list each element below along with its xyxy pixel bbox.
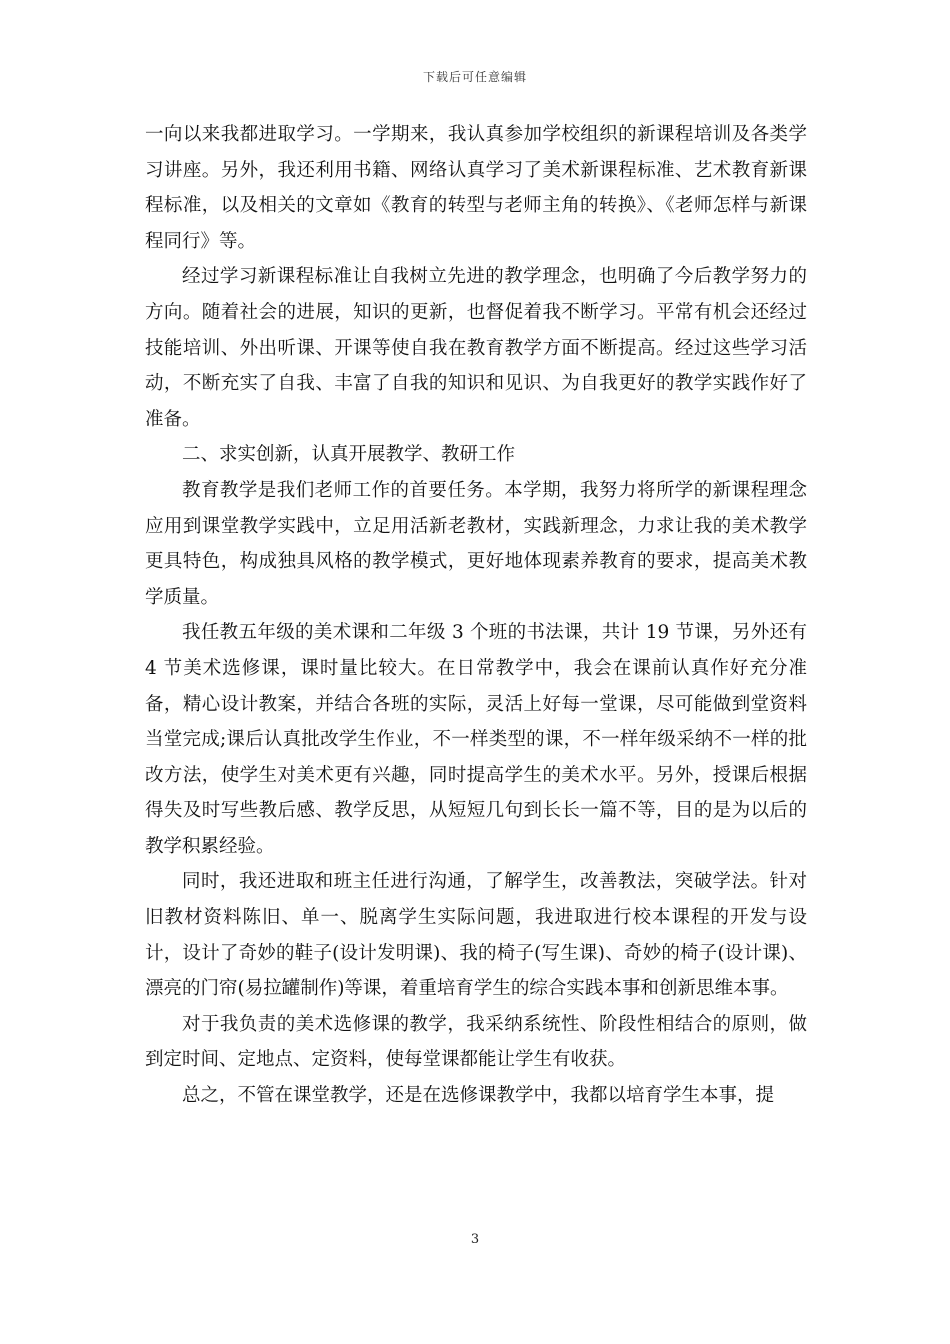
page-header: 下载后可任意编辑 xyxy=(422,70,527,84)
paragraph-6: 对于我负责的美术选修课的教学，我采纳系统性、阶段性相结合的原则，做到定时间、定地点、定资料，使每堂课都能让学生有收获。 xyxy=(145,1013,807,1071)
paragraph-5: 同时，我还进取和班主任进行沟通，了解学生，改善教法，突破学法。针对旧教材资料陈旧、单一、脱离学生实际问题，我进取进行校本课程的开发与设计，设计了奇妙的鞋子(设计发明课)、我的椅子(写生课)、奇妙的椅子(设计课)、漂亮的门帘(易拉罐制作)等课，着重培育学生的综合实践本事和创新思维本事。 xyxy=(145,871,807,1000)
paragraph-7: 总之，不管在课堂教学，还是在选修课教学中，我都以培育学生本事，提 xyxy=(182,1085,775,1107)
document-body xyxy=(145,117,807,1114)
section-heading: 二、求实创新，认真开展教学、教研工作 xyxy=(182,444,516,466)
page-number: 3 xyxy=(470,1232,480,1247)
paragraph-2: 经过学习新课程标准让自我树立先进的教学理念，也明确了今后教学努力的方向。随着社会的进展，知识的更新，也督促着我不断学习。平常有机会还经过技能培训、外出听课、开课等使自我在教育教学方面不断提高。经过这些学习活动，不断充实了自我、丰富了自我的知识和见识、为自我更好的教学实践作好了准备。 xyxy=(145,266,807,430)
paragraph-1: 一向以来我都进取学习。一学期来，我认真参加学校组织的新课程培训及各类学习讲座。另外，我还利用书籍、网络认真学习了美术新课程标准、艺术教育新课程标准，以及相关的文章如《教育的转型与老师主角的转换》、《老师怎样与新课程同行》等。 xyxy=(145,124,807,252)
paragraph-4: 我任教五年级的美术课和二年级 3 个班的书法课，共计 19 节课，另外还有 4 节美术选修课，课时量比较大。在日常教学中，我会在课前认真作好充分准备，精心设计教案，并结合各班的实际，灵活上好每一堂课，尽可能做到堂资料当堂完成;课后认真批改学生作业，不一样类型的课，不一样年级采纳不一样的批改方法，使学生对美术更有兴趣，同时提高学生的美术水平。另外，授课后根据得失及时写些教后感、教学反思，从短短几句到长长一篇不等，目的是为以后的教学积累经验。 xyxy=(145,622,807,857)
paragraph-3: 教育教学是我们老师工作的首要任务。本学期，我努力将所学的新课程理念应用到课堂教学实践中，立足用活新老教材，实践新理念，力求让我的美术教学更具特色，构成独具风格的教学模式，更好地体现素养教育的要求，提高美术教学质量。 xyxy=(145,479,807,608)
